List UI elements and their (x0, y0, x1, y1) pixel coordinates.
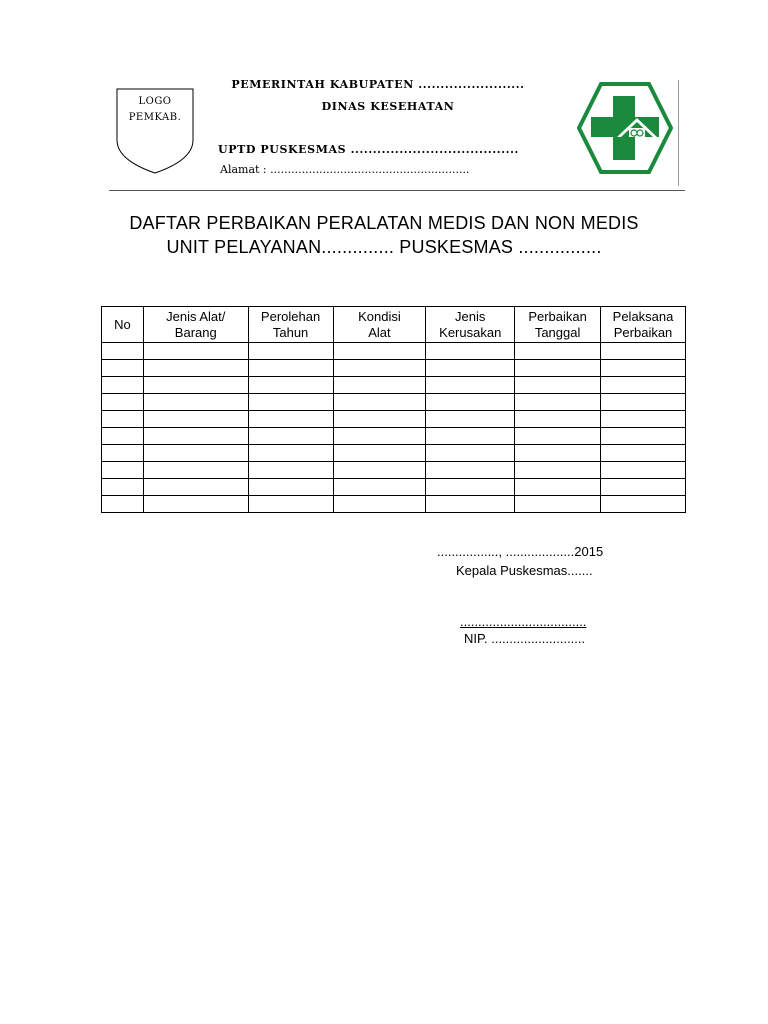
header-repairer (601, 307, 686, 343)
table-cell (515, 479, 601, 496)
header-acquisition-line2: Tahun (272, 324, 309, 340)
table-cell (248, 394, 333, 411)
table-cell (601, 394, 686, 411)
table-cell (426, 496, 515, 513)
header-acquisition-year (248, 307, 333, 343)
table-cell (333, 479, 426, 496)
logo-placeholder-text (116, 94, 194, 126)
header-damage-type (426, 307, 515, 343)
table-cell (143, 360, 248, 377)
table-cell (426, 343, 515, 360)
table-cell (515, 394, 601, 411)
header-damage-line2: Kerusakan (439, 324, 502, 340)
table-cell (143, 411, 248, 428)
table-cell (601, 377, 686, 394)
table-cell (515, 428, 601, 445)
table-cell (601, 343, 686, 360)
logo-label: LOGO (138, 96, 172, 107)
header-no (102, 307, 144, 343)
signatory-nip: NIP. .......................... (464, 631, 586, 646)
table-cell (102, 428, 144, 445)
table-cell (333, 343, 426, 360)
table-cell (143, 428, 248, 445)
table-row (102, 411, 686, 428)
table-cell (515, 343, 601, 360)
header-repair-date-line2: Tanggal (534, 324, 581, 340)
table-cell (248, 445, 333, 462)
table-header-row (102, 307, 686, 343)
puskesmas-logo-icon (577, 82, 673, 174)
document-title: DAFTAR PERBAIKAN PERALATAN MEDIS DAN NON MEDIS (129, 213, 639, 233)
table-cell (426, 394, 515, 411)
table-cell (426, 445, 515, 462)
header-repairer-line2: Perbaikan (613, 324, 673, 340)
table-cell (426, 377, 515, 394)
table-cell (333, 394, 426, 411)
table-cell (426, 479, 515, 496)
table-cell (515, 377, 601, 394)
table-cell (143, 343, 248, 360)
table-cell (102, 360, 144, 377)
header-equipment-line2: Barang (174, 324, 217, 340)
table-cell (102, 394, 144, 411)
table-cell (426, 462, 515, 479)
table-cell (248, 428, 333, 445)
header-repairer-line1: Pelaksana (612, 308, 674, 324)
table-cell (143, 445, 248, 462)
repair-list-table (101, 306, 686, 513)
table-cell (333, 428, 426, 445)
table-cell (333, 445, 426, 462)
table-cell (515, 496, 601, 513)
table-cell (143, 377, 248, 394)
signatory-name-line: ................................... (460, 614, 587, 629)
table-cell (143, 394, 248, 411)
table-cell (333, 462, 426, 479)
table-cell (426, 428, 515, 445)
table-cell (102, 496, 144, 513)
table-cell (248, 411, 333, 428)
table-cell (248, 496, 333, 513)
table-row (102, 428, 686, 445)
table-cell (601, 496, 686, 513)
table-cell (248, 462, 333, 479)
table-cell (248, 360, 333, 377)
table-row (102, 479, 686, 496)
table-row (102, 360, 686, 377)
table-cell (102, 445, 144, 462)
table-cell (333, 496, 426, 513)
table-cell (333, 411, 426, 428)
table-cell (515, 445, 601, 462)
header-condition-line1: Kondisi (358, 308, 401, 324)
table-row (102, 445, 686, 462)
table-cell (143, 479, 248, 496)
table-cell (601, 479, 686, 496)
table-row (102, 377, 686, 394)
table-cell (102, 343, 144, 360)
header-no-text: No (114, 316, 131, 332)
header-acquisition-line1: Perolehan (260, 308, 321, 324)
signatory-role: Kepala Puskesmas....... (456, 563, 593, 578)
header-damage-line1: Jenis (455, 308, 486, 324)
table-cell (601, 445, 686, 462)
table-cell (601, 411, 686, 428)
header-repair-date-line1: Perbaikan (528, 308, 587, 324)
table-cell (601, 462, 686, 479)
table-cell (143, 496, 248, 513)
government-name: PEMERINTAH KABUPATEN ........................ (231, 78, 525, 91)
table-cell (601, 428, 686, 445)
header-condition-line2: Alat (368, 324, 391, 340)
table-cell (102, 377, 144, 394)
table-row (102, 496, 686, 513)
table-cell (333, 377, 426, 394)
table-row (102, 343, 686, 360)
table-cell (426, 411, 515, 428)
header-divider-vertical (678, 80, 679, 186)
header-equipment-line1: Jenis Alat/ (166, 308, 226, 324)
table-cell (143, 462, 248, 479)
place-date-line: ................., ...................2015 (437, 544, 604, 559)
table-cell (426, 360, 515, 377)
header-condition (333, 307, 426, 343)
table-cell (601, 360, 686, 377)
table-cell (102, 462, 144, 479)
table-cell (515, 360, 601, 377)
table-row (102, 394, 686, 411)
table-cell (248, 377, 333, 394)
address: Alamat : ......................................................... (220, 163, 470, 176)
header-equipment (143, 307, 248, 343)
table-body (102, 343, 686, 513)
table-cell (515, 462, 601, 479)
table-cell (102, 479, 144, 496)
pemkab-label: PEMKAB. (128, 112, 182, 123)
header-repair-date (515, 307, 601, 343)
table-row (102, 462, 686, 479)
table-cell (248, 479, 333, 496)
table-cell (333, 360, 426, 377)
department-name: DINAS KESEHATAN (321, 100, 455, 113)
header-divider (109, 190, 685, 191)
uptd-name: UPTD PUSKESMAS ...................................... (218, 143, 519, 156)
table-cell (102, 411, 144, 428)
table-cell (248, 343, 333, 360)
document-subtitle: UNIT PELAYANAN.............. PUSKESMAS ................ (166, 237, 602, 257)
table-cell (515, 411, 601, 428)
